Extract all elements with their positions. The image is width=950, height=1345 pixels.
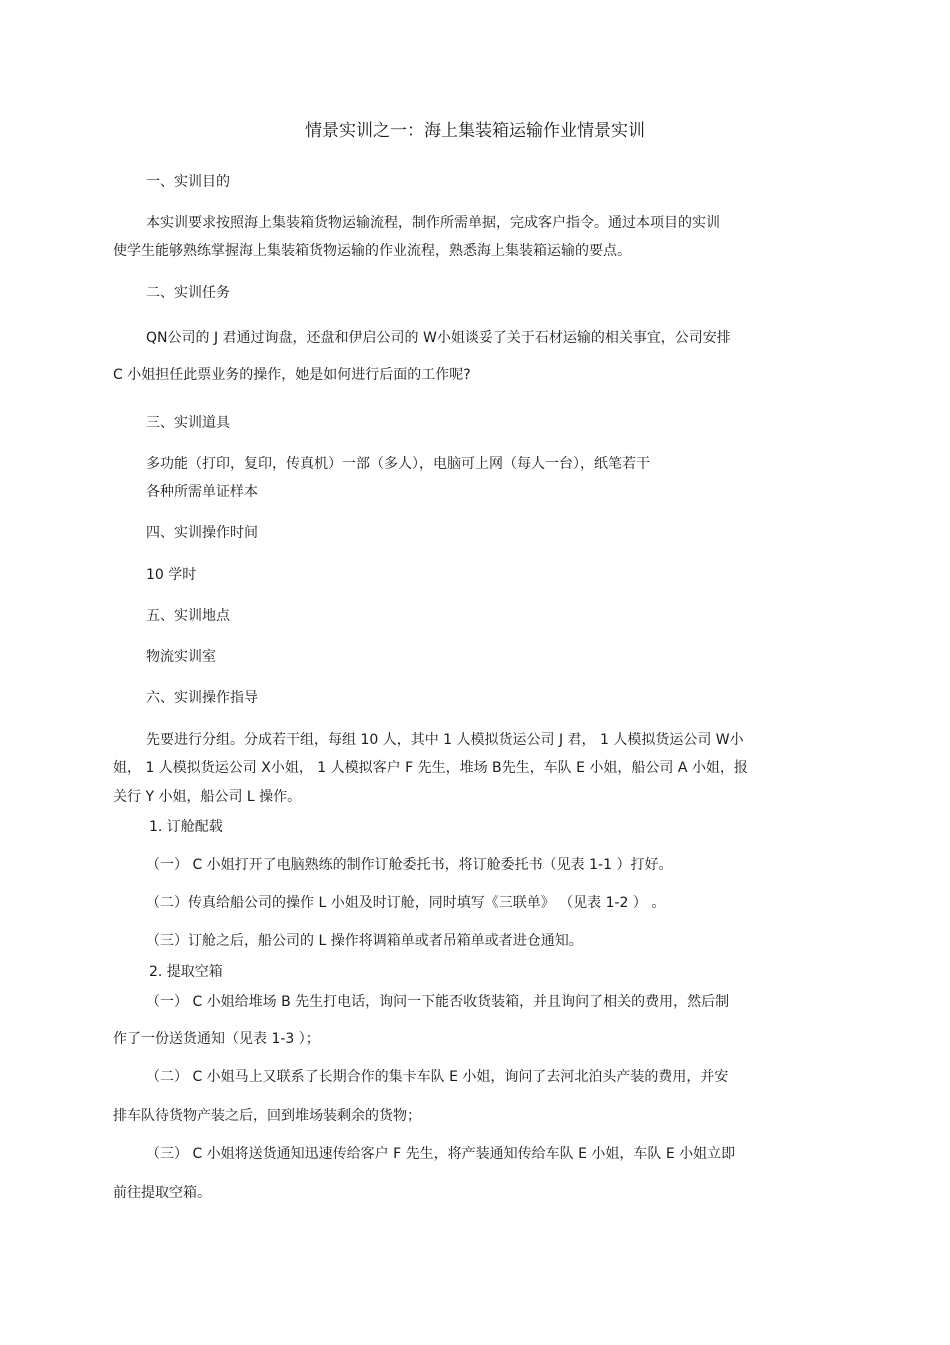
- list-item-continuation: 前往提取空箱。: [113, 1185, 211, 1201]
- section-heading-guidance: 六、实训操作指导: [146, 690, 258, 706]
- list-item: （一） C 小姐给堆场 B 先生打电话，询问一下能否收货装箱，并且询问了相关的费用，然后制: [146, 994, 730, 1010]
- paragraph-line: 关行 Y 小姐，船公司 L 操作。: [113, 789, 302, 805]
- paragraph-line: C 小姐担任此票业务的操作，她是如何进行后面的工作呢?: [113, 367, 471, 383]
- paragraph-line: 物流实训室: [146, 649, 216, 665]
- list-item-continuation: 作了一份送货通知（见表 1-3 ）；: [113, 1031, 320, 1047]
- paragraph-line: 先要进行分组。分成若干组，每组 10 人，其中 1 人模拟货运公司 J 君， 1 人模拟货运公司 W小: [146, 732, 744, 748]
- list-item: （二） C 小姐马上又联系了长期合作的集卡车队 E 小姐，询问了去河北泊头产装的费用，并安: [146, 1069, 729, 1085]
- list-item: （二）传真给船公司的操作 L 小姐及时订舱，同时填写《三联单》 （见表 1-2 ） 。: [146, 895, 666, 911]
- paragraph-line: 各种所需单证样本: [146, 484, 258, 500]
- section-heading-time: 四、实训操作时间: [146, 525, 258, 541]
- list-item: （一） C 小姐打开了电脑熟练的制作订舱委托书，将订舱委托书（见表 1-1 ）打好。: [146, 857, 673, 873]
- paragraph-line: 本实训要求按照海上集装箱货物运输流程，制作所需单据，完成客户指令。通过本项目的实训: [146, 215, 720, 231]
- section-heading-purpose: 一、实训目的: [146, 174, 230, 190]
- list-item-continuation: 排车队待货物产装之后，回到堆场装剩余的货物；: [113, 1108, 421, 1124]
- list-item: （三） C 小姐将送货通知迅速传给客户 F 先生，将产装通知传给车队 E 小姐，车队 E 小姐立即: [146, 1146, 736, 1162]
- paragraph-line: 10 学时: [146, 567, 197, 583]
- document-title: 情景实训之一：海上集装箱运输作业情景实训: [305, 121, 645, 141]
- section-heading-tools: 三、实训道具: [146, 415, 230, 431]
- list-item: （三）订舱之后，船公司的 L 操作将调箱单或者吊箱单或者进仓通知。: [146, 933, 583, 949]
- subsection-heading-empty-container: 2. 提取空箱: [149, 964, 223, 980]
- paragraph-line: 使学生能够熟练掌握海上集装箱货物运输的作业流程，熟悉海上集装箱运输的要点。: [113, 243, 631, 259]
- paragraph-line: 姐， 1 人模拟货运公司 X小姐， 1 人模拟客户 F 先生，堆场 B先生，车队 E 小姐，船公司 A 小姐，报: [113, 760, 748, 776]
- paragraph-line: QN公司的 J 君通过询盘，还盘和伊启公司的 W小姐谈妥了关于石材运输的相关事宜，公司安排: [146, 330, 731, 346]
- subsection-heading-booking: 1. 订舱配载: [149, 819, 223, 835]
- section-heading-task: 二、实训任务: [146, 285, 230, 301]
- section-heading-location: 五、实训地点: [146, 608, 230, 624]
- paragraph-line: 多功能（打印，复印，传真机）一部（多人），电脑可上网（每人一台），纸笔若干: [146, 456, 650, 472]
